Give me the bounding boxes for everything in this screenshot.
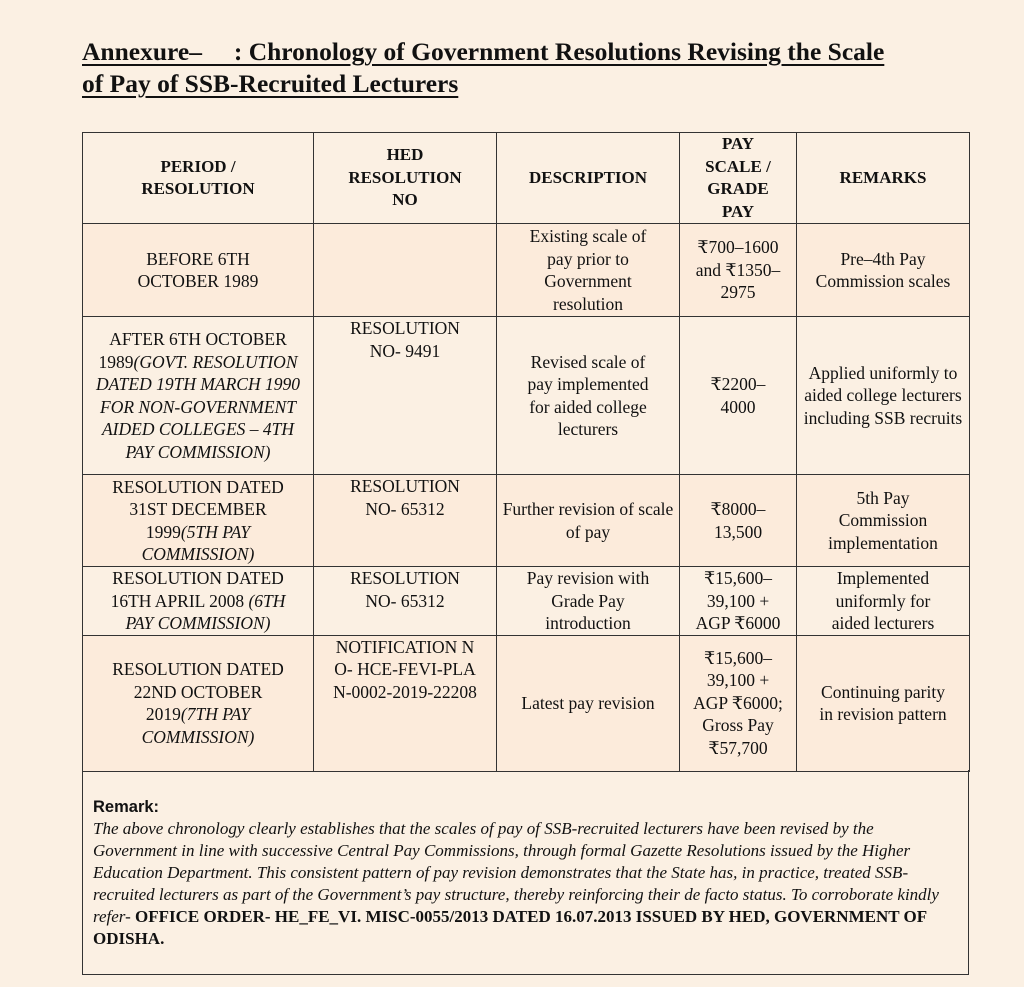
- cell-pay: ₹2200–4000: [680, 317, 797, 475]
- remark-reference: OFFICE ORDER- HE_FE_VI. MISC-0055/2013 DATED 16.07.2013 ISSUED BY HED, GOVERNMENT OF ODISHA.: [93, 907, 927, 948]
- cell-description: Further revision of scale of pay: [497, 475, 680, 567]
- table-row: [83, 635, 970, 771]
- cell-period: BEFORE 6TH OCTOBER 1989: [83, 224, 314, 317]
- cell-period: AFTER 6TH OCTOBER 1989(GOVT. RESOLUTION DATED 19TH MARCH 1990 FOR NON-GOVERNMENT AIDED COLLEGES – 4TH PAY COMMISSION): [83, 317, 314, 475]
- cell-pay: ₹15,600–39,100 + AGP ₹6000: [680, 567, 797, 636]
- header-description: DESCRIPTION: [497, 133, 680, 224]
- cell-remarks: Applied uniformly to aided college lecturers including SSB recruits: [797, 317, 970, 475]
- remark-heading: Remark:: [93, 798, 160, 816]
- cell-pay: ₹700–1600 and ₹1350–2975: [680, 224, 797, 317]
- cell-description: Revised scale of pay implemented for aided college lecturers: [497, 317, 680, 475]
- cell-pay: ₹15,600–39,100 + AGP ₹6000; Gross Pay ₹57,700: [680, 635, 797, 771]
- cell-period: RESOLUTION DATED 31ST DECEMBER 1999(5TH PAY COMMISSION): [83, 475, 314, 567]
- cell-hed: NOTIFICATION NO- HCE-FEVI-PLAN-0002-2019-22208: [314, 635, 497, 771]
- cell-remarks: Pre–4th Pay Commission scales: [797, 224, 970, 317]
- title-line-1: Annexure– : Chronology of Government Resolutions Revising the Scale: [82, 37, 885, 66]
- table-header-row: [83, 133, 970, 224]
- remark-body: The above chronology clearly establishes that the scales of pay of SSB-recruited lecturers have been revised by the Government in line with successive Central Pay Commissions, through formal Gazette Resolutions issued by the Higher Education Department. This consistent pattern of pay revision demonstrates that the State has, in practice, treated SSB-recruited lecturers as part of the Government’s pay structure, thereby reinforcing their de facto status. To corroborate kindly refer-: [93, 819, 939, 926]
- cell-pay: ₹8000–13,500: [680, 475, 797, 567]
- header-remarks: REMARKS: [797, 133, 970, 224]
- remark-section: [82, 770, 969, 975]
- table-row: [83, 567, 970, 636]
- header-period: PERIOD / RESOLUTION: [83, 133, 314, 224]
- table-row: [83, 475, 970, 567]
- cell-hed: RESOLUTION NO- 65312: [314, 567, 497, 636]
- cell-period: RESOLUTION DATED 22ND OCTOBER 2019(7TH PAY COMMISSION): [83, 635, 314, 771]
- chronology-table: [82, 132, 970, 772]
- header-pay-scale: PAY SCALE / GRADE PAY: [680, 133, 797, 224]
- cell-period: RESOLUTION DATED 16TH APRIL 2008 (6TH PAY COMMISSION): [83, 567, 314, 636]
- cell-hed: RESOLUTION NO- 9491: [314, 317, 497, 475]
- cell-remarks: 5th Pay Commission implementation: [797, 475, 970, 567]
- table-row: [83, 317, 970, 475]
- title-line-2: of Pay of SSB-Recruited Lecturers: [82, 69, 459, 98]
- header-hed-resolution: HED RESOLUTION NO: [314, 133, 497, 224]
- cell-description: Latest pay revision: [497, 635, 680, 771]
- cell-hed: [314, 224, 497, 317]
- cell-description: Pay revision with Grade Pay introduction: [497, 567, 680, 636]
- cell-description: Existing scale of pay prior to Government resolution: [497, 224, 680, 317]
- cell-remarks: Implemented uniformly for aided lecturers: [797, 567, 970, 636]
- document-title: [82, 36, 962, 100]
- cell-remarks: Continuing parity in revision pattern: [797, 635, 970, 771]
- table-row: [83, 224, 970, 317]
- cell-hed: RESOLUTION NO- 65312: [314, 475, 497, 567]
